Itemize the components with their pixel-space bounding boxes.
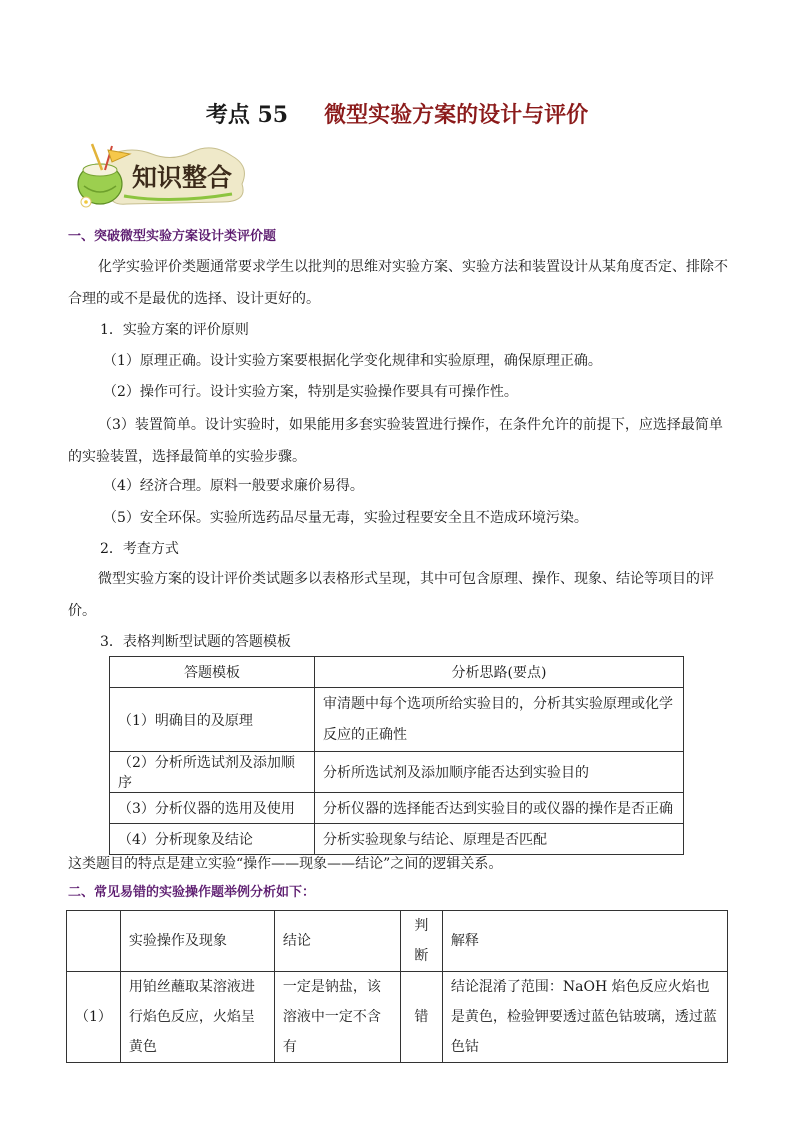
- table-cell: （3）分析仪器的选用及使用: [110, 793, 315, 824]
- topic-number: 考点 55: [205, 102, 289, 128]
- section1-summary: 这类题目的特点是建立实验“操作——现象——结论”之间的逻辑关系。: [68, 856, 503, 872]
- table-cell: 审清题中每个选项所给实验目的，分析其实验原理或化学反应的正确性: [315, 688, 684, 752]
- table-header-cell: 判断: [400, 911, 442, 972]
- table-row: [67, 972, 728, 1063]
- page-title: [0, 100, 794, 130]
- table-cell: 用铂丝蘸取某溶液进行焰色反应，火焰呈黄色: [120, 972, 274, 1063]
- table-header-cell: [67, 911, 121, 972]
- table-cell: 一定是钠盐，该溶液中一定不含有: [274, 972, 400, 1063]
- table-cell: 分析所选试剂及添加顺序能否达到实验目的: [315, 752, 684, 793]
- principle-1: （1）原理正确。设计实验方案要根据化学变化规律和实验原理，确保原理正确。: [103, 353, 602, 369]
- principle-2: （2）操作可行。设计实验方案，特别是实验操作要具有可操作性。: [103, 384, 518, 400]
- table-row: [110, 752, 684, 793]
- table-cell: （1）明确目的及原理: [110, 688, 315, 752]
- table-row: [110, 688, 684, 752]
- knowledge-badge: [72, 140, 254, 212]
- point1-title: 1．实验方案的评价原则: [100, 322, 249, 338]
- topic-name: 微型实验方案的设计与评价: [324, 102, 589, 128]
- table-header-cell: 实验操作及现象: [120, 911, 274, 972]
- answer-template-table: [109, 656, 684, 855]
- point2-title: 2．考查方式: [100, 541, 179, 557]
- table-cell: 错: [400, 972, 442, 1063]
- error-analysis-table: [66, 910, 728, 1063]
- table-cell: 结论混淆了范围：NaOH 焰色反应火焰也是黄色，检验钾要透过蓝色钴玻璃，透过蓝色钴: [442, 972, 727, 1063]
- table-header-row: [67, 911, 728, 972]
- principle-3: （3）装置简单。设计实验时，如果能用多套实验装置进行操作，在条件允许的前提下，应选择最简单的实验装置，选择最简单的实验步骤。: [68, 417, 723, 465]
- point2-text: 微型实验方案的设计评价类试题多以表格形式呈现，其中可包含原理、操作、现象、结论等项目的评价。: [68, 571, 714, 619]
- table-row: [110, 824, 684, 855]
- table-cell: （4）分析现象及结论: [110, 824, 315, 855]
- section1-heading: 一、突破微型实验方案设计类评价题: [68, 229, 277, 244]
- table-cell: （1）: [67, 972, 121, 1063]
- table-cell: 分析实验现象与结论、原理是否匹配: [315, 824, 684, 855]
- principle-5: （5）安全环保。实验所选药品尽量无毒，实验过程要安全且不造成环境污染。: [103, 510, 588, 526]
- section2-heading: 二、常见易错的实验操作题举例分析如下：: [68, 885, 316, 900]
- table-cell: （2）分析所选试剂及添加顺序: [110, 752, 315, 793]
- table-header-cell: 结论: [274, 911, 400, 972]
- table-header-row: [110, 657, 684, 688]
- table-cell: 分析仪器的选择能否达到实验目的或仪器的操作是否正确: [315, 793, 684, 824]
- table-header-cell: 答题模板: [110, 657, 315, 688]
- table-row: [110, 793, 684, 824]
- table-header-cell: 分析思路(要点): [315, 657, 684, 688]
- principle-4: （4）经济合理。原料一般要求廉价易得。: [103, 478, 364, 494]
- table-header-cell: 解释: [442, 911, 727, 972]
- badge-label: 知识整合: [132, 163, 233, 192]
- point3-title: 3．表格判断型试题的答题模板: [100, 634, 291, 650]
- section1-intro: 化学实验评价类题通常要求学生以批判的思维对实验方案、实验方法和装置设计从某角度否定、排除不合理的或不是最优的选择、设计更好的。: [68, 259, 728, 307]
